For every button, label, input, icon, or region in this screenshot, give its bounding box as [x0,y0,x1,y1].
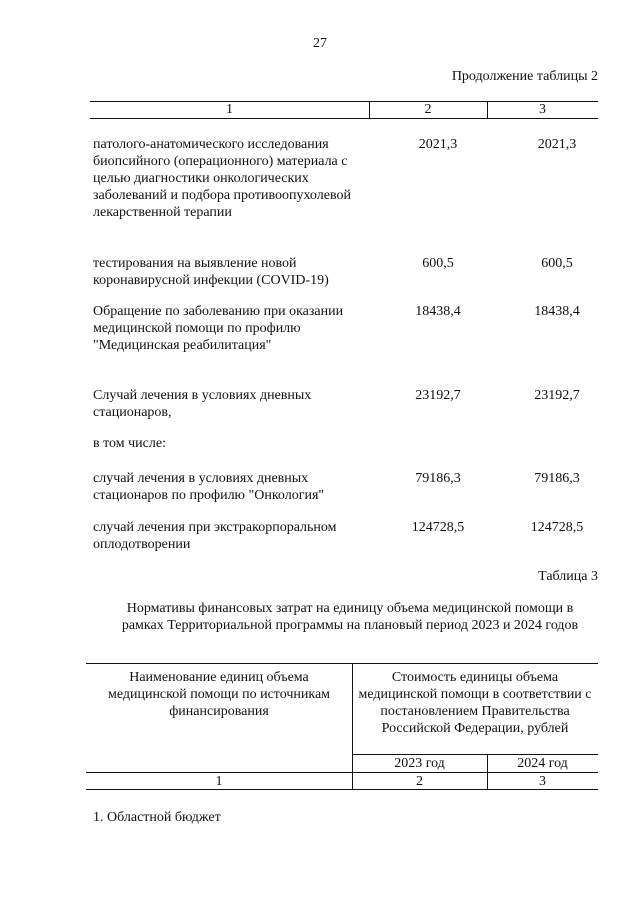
table3-first-row: 1. Областной бюджет [93,810,221,825]
row-value-2024: 600,5 [541,256,573,271]
table3-title: Нормативы финансовых затрат на единицу объема медицинской помощи в рамках Территориальной программы на плановый период 2023 и 2024 годов [121,601,579,633]
row-name: Случай лечения в условиях дневных стационаров, [93,388,312,420]
table2-col3-header: 3 [539,102,546,117]
table3-num-1: 1 [215,774,223,789]
row-name: случай лечения в условиях дневных стационаров по профилю "Онкология" [93,471,325,503]
row-value-2023: 18438,4 [415,304,461,319]
row-value-2023: 79186,3 [415,471,461,486]
table3-top-border [86,663,598,664]
row-value-2024: 23192,7 [534,388,580,403]
table3-num-2: 2 [416,774,423,789]
row-value-2024: 124728,5 [530,520,584,535]
page-number: 27 [313,36,327,51]
row-name: Обращение по заболеванию при оказании медицинской помощи по профилю "Медицинская реабилитация" [93,304,344,353]
row-value-2023: 600,5 [422,256,454,271]
row-value-2023: 2021,3 [418,137,458,152]
row-name: патолого-анатомического исследования биопсийного (операционного) материала с целью диагностики онкологических заболеваний и подбора противоопухолевой лекарственной терапии [93,137,351,220]
continuation-label: Продолжение таблицы 2 [451,69,598,84]
table3-year-2024: 2024 год [517,756,568,771]
table2-header-bottom-border [90,118,598,119]
table3-col1-header: Наименование единиц объема медицинской помощи по источникам финансирования [107,670,331,719]
row-value-2023: 124728,5 [411,520,465,535]
row-value-2024: 79186,3 [534,471,580,486]
row-value-2024: 18438,4 [534,304,580,319]
table3-col2-header: Стоимость единицы объема медицинской помощи в соответствии с постановлением Правительства Российской Федерации, рублей [358,670,592,736]
table2-col1-header: 1 [226,102,233,117]
row-name: случай лечения при экстракорпоральном оплодотворении [93,520,337,552]
row-name: в том числе: [93,436,166,451]
row-value-2024: 2021,3 [537,137,577,152]
table3-num-3: 3 [539,774,546,789]
row-name: тестирования на выявление новой коронавирусной инфекции (COVID-19) [93,256,329,288]
row-value-2023: 23192,7 [415,388,461,403]
table3-year-2023: 2023 год [394,756,445,771]
table3-label: Таблица 3 [538,569,598,584]
table2-col2-header: 2 [424,102,432,117]
